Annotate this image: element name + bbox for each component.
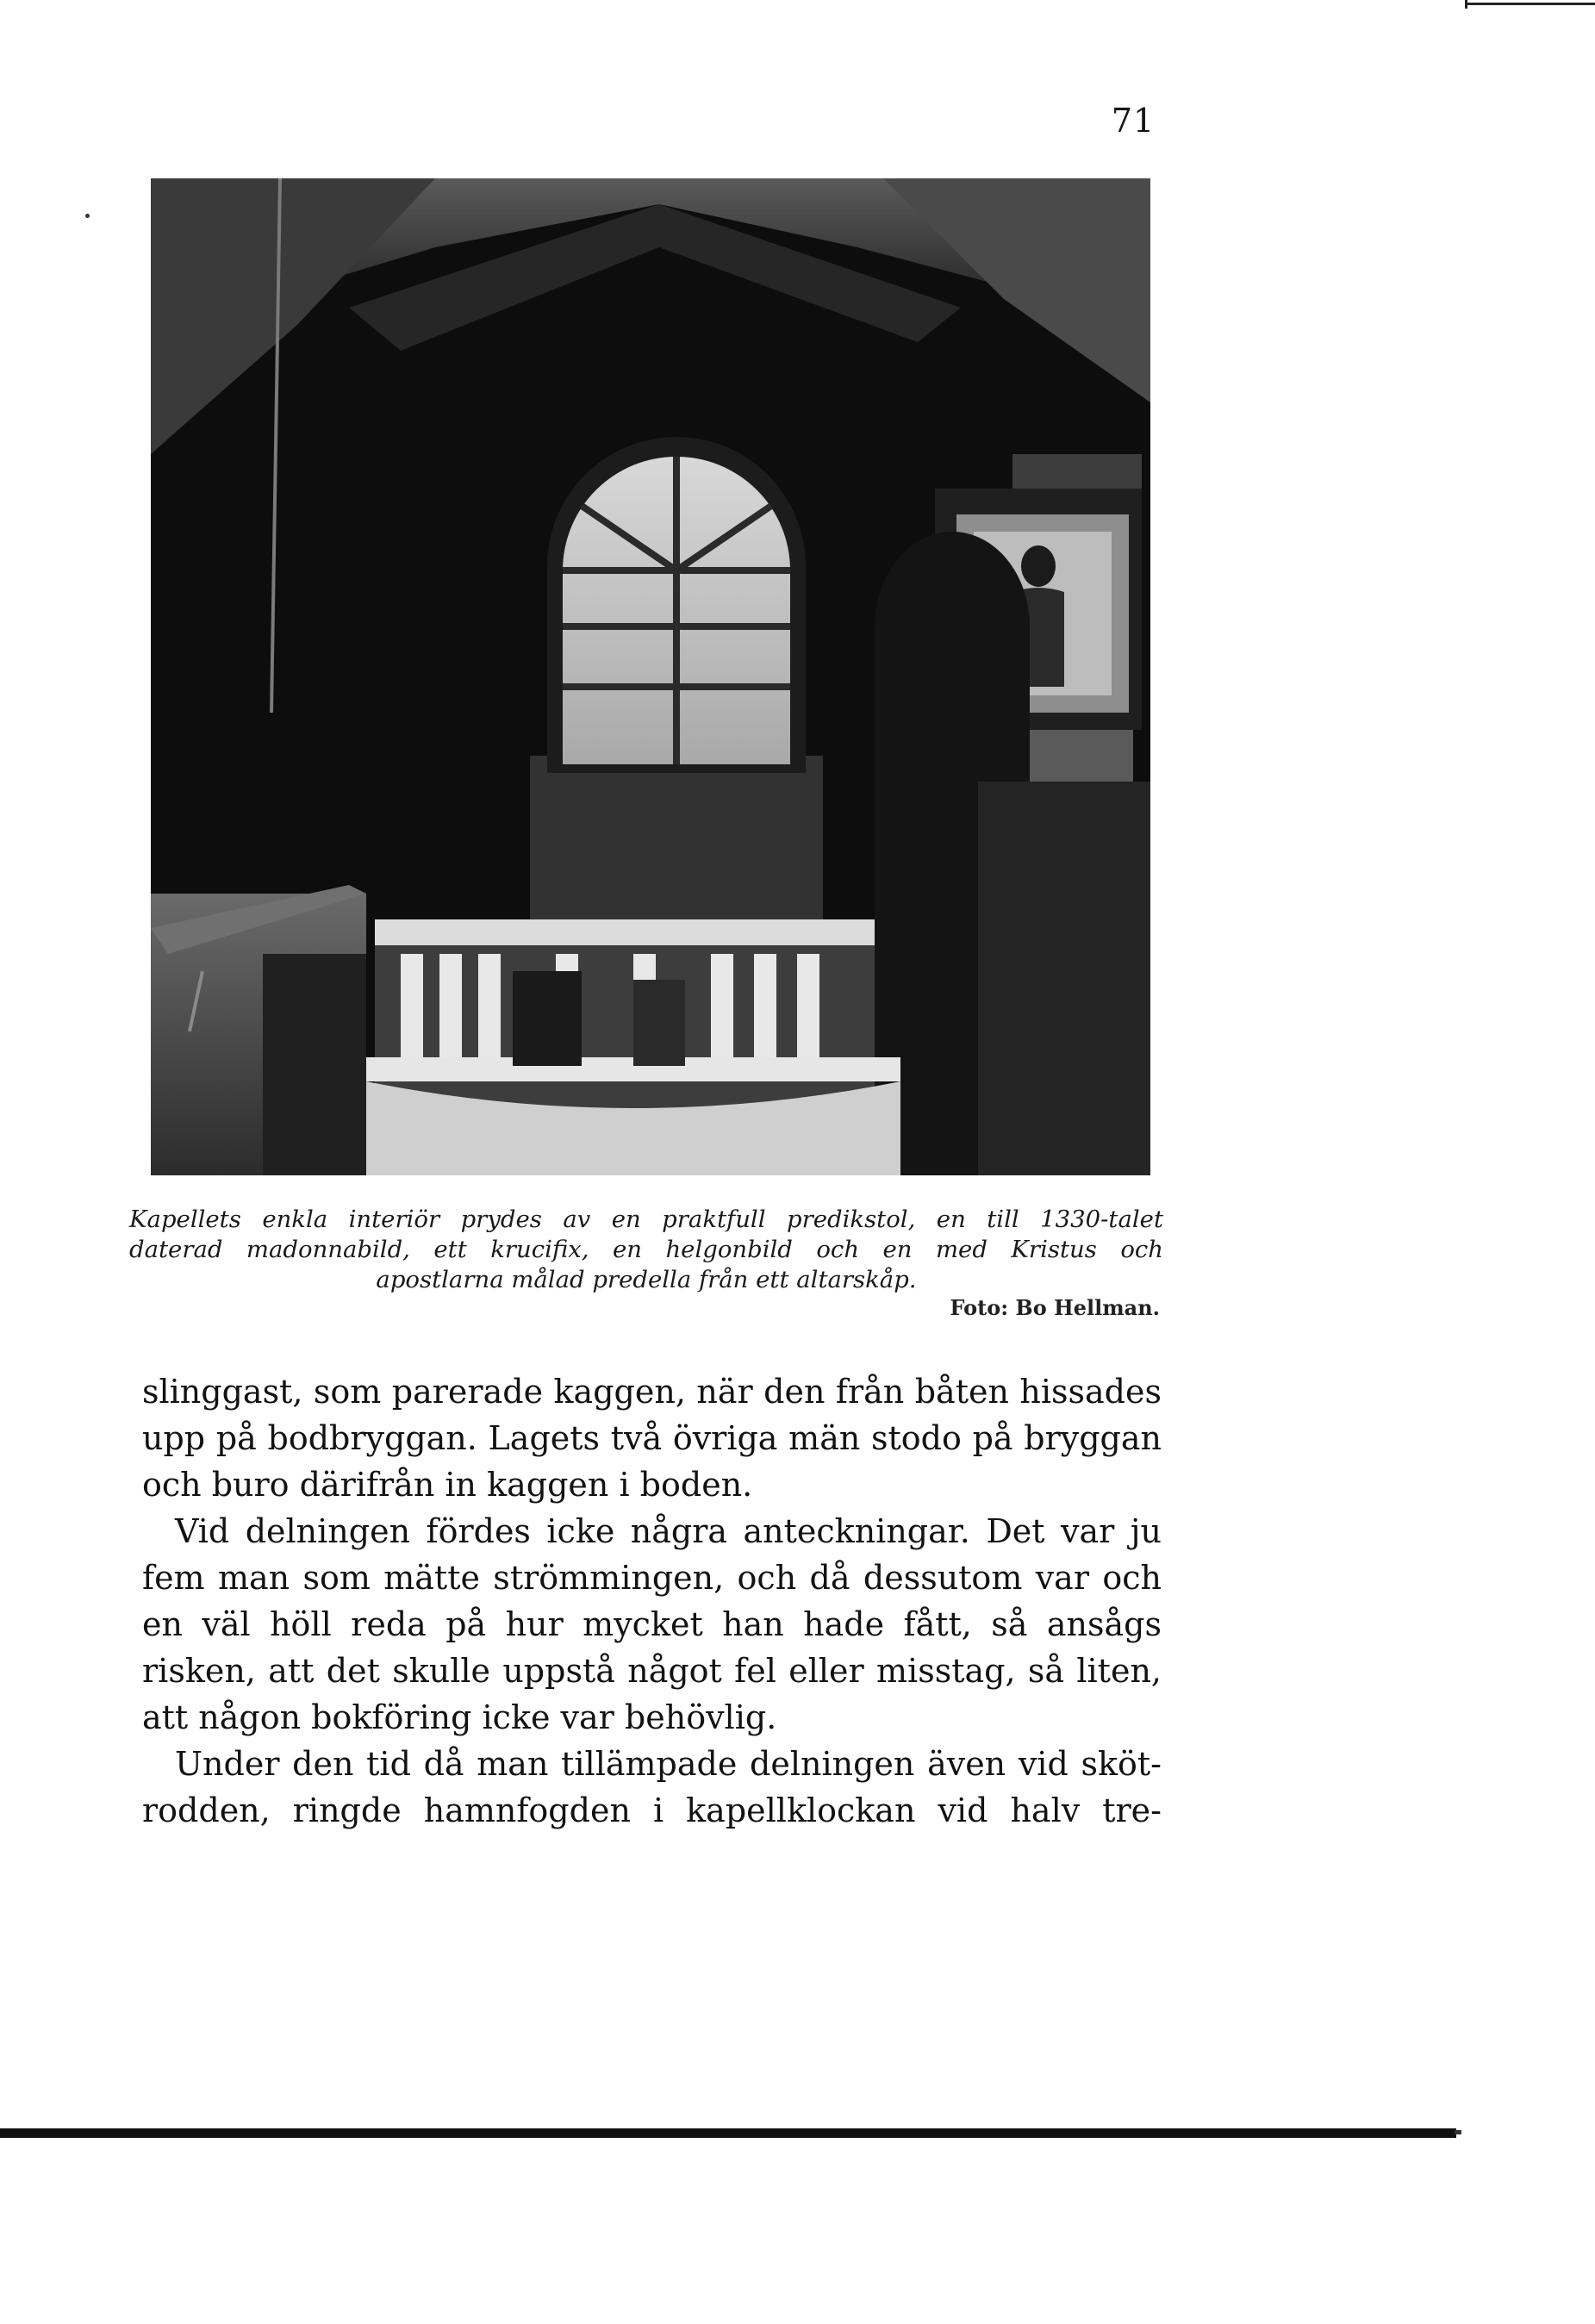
footer-rule-tail [1455, 2130, 1461, 2134]
photo-credit: Foto: Bo Hellman. [950, 1295, 1160, 1320]
corner-crop-mark [1465, 0, 1595, 9]
text-line: upp på bodbryggan. Lagets två övriga män stodo på bryggan [142, 1419, 1162, 1457]
text-line: rodden, ringde hamnfogden i kapellklockan vid halv tre- [142, 1791, 1162, 1829]
photo-caption [129, 1205, 1163, 1295]
text-line: risken, att det skulle uppstå något fel eller misstag, så liten, [142, 1652, 1162, 1690]
page-number: 71 [1111, 102, 1156, 140]
text-line: en väl höll reda på hur mycket han hade fått, så ansågs [142, 1605, 1162, 1643]
body-text [142, 1368, 1162, 1834]
text-line: Under den tid då man tillämpade delningen även vid sköt- [175, 1745, 1162, 1783]
chapel-interior-photo [151, 178, 1150, 1175]
footer-rule [0, 2128, 1456, 2138]
text-line: och buro därifrån in kaggen i boden. [142, 1466, 753, 1504]
caption-line: daterad madonnabild, ett krucifix, en helgonbild och en med Kristus och [129, 1236, 1163, 1263]
text-line: fem man som mätte strömmingen, och då dessutom var och [142, 1559, 1162, 1597]
caption-line: Kapellets enkla interiör prydes av en praktfull predikstol, en till 1330-talet [129, 1206, 1163, 1233]
text-line: att någon bokföring icke var behövlig. [142, 1698, 777, 1736]
caption-line: apostlarna målad predella från ett altarskåp. [376, 1266, 917, 1293]
text-line: slinggast, som parerade kaggen, när den från båten hissades [142, 1373, 1162, 1411]
speck-mark [85, 214, 90, 218]
text-line: Vid delningen fördes icke några anteckningar. Det var ju [175, 1512, 1162, 1550]
